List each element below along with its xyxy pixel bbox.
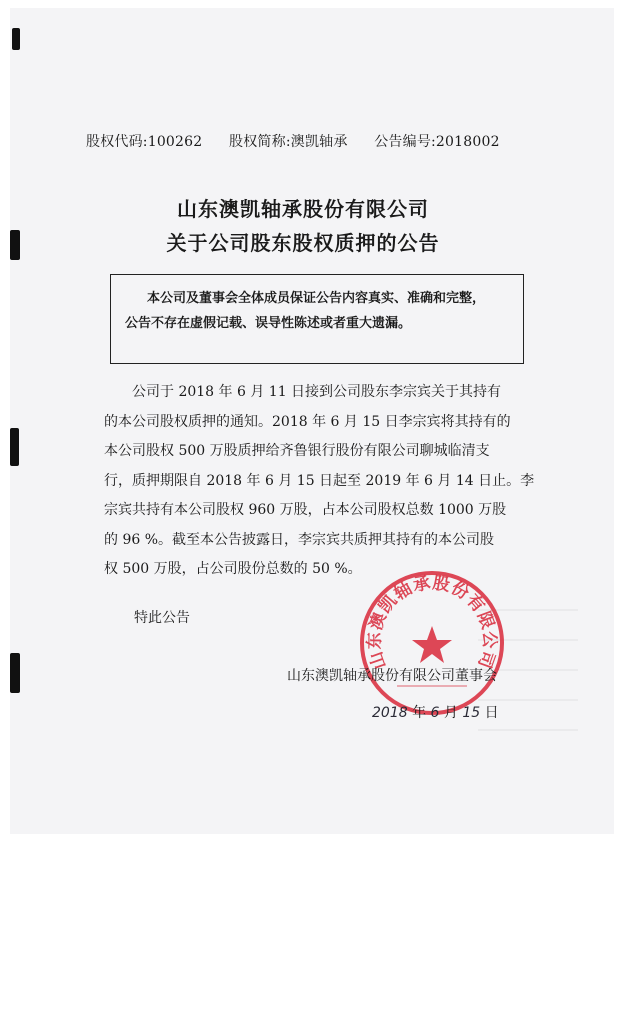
month-char: 月 <box>443 705 458 721</box>
scan-edge-mark <box>10 653 20 693</box>
document-header <box>86 131 500 151</box>
scan-edge-mark <box>12 28 20 50</box>
announcement-title: 关于公司股东股权质押的公告 <box>166 231 440 255</box>
body-line: 公司于 2018 年 6 月 11 日接到公司股东李宗宾关于其持有 <box>104 384 502 400</box>
body-line: 的 96 %。截至本公告披露日，李宗宾共质押其持有的本公司股 <box>104 531 495 548</box>
body-line: 本公司股权 500 万股质押给齐鲁银行股份有限公司聊城临清支 <box>104 443 490 459</box>
announcement-body <box>104 378 534 585</box>
body-line: 的本公司股权质押的通知。2018 年 6 月 15 日李宗宾将其持有的 <box>104 413 511 430</box>
handwritten-month: 6 <box>430 705 440 721</box>
handwritten-year: 2018 <box>372 705 408 721</box>
svg-text:山东澳凯轴承股份有限公司 <box>364 573 499 671</box>
scan-edge-mark <box>10 428 19 466</box>
stock-name: 股权简称:澳凯轴承 <box>229 134 348 150</box>
body-line: 宗宾共持有本公司股权 960 万股，占本公司股权总数 1000 万股 <box>104 502 507 518</box>
handwritten-day: 15 <box>462 705 481 721</box>
closing-remark: 特此公告 <box>134 610 190 626</box>
disclaimer-box <box>110 274 524 364</box>
signature-date <box>372 702 499 722</box>
seal-text: 山东澳凯轴承股份有限公司 <box>364 573 500 672</box>
body-line: 权 500 万股，占公司股份总数的 50 %。 <box>104 561 362 577</box>
announcement-number: 公告编号:2018002 <box>374 134 500 150</box>
body-line: 行，质押期限自 2018 年 6 月 15 日起至 2019 年 6 月 14 日止。李 <box>104 472 535 489</box>
day-char: 日 <box>484 705 499 721</box>
year-char: 年 <box>412 705 427 721</box>
disclaimer-line: 本公司及董事会全体成员保证公告内容真实、准确和完整， <box>147 291 486 306</box>
company-seal-icon <box>357 568 507 718</box>
company-title: 山东澳凯轴承股份有限公司 <box>177 197 429 221</box>
signature-organization: 山东澳凯轴承股份有限公司董事会 <box>287 668 497 684</box>
stock-code: 股权代码:100262 <box>86 134 203 150</box>
disclaimer-line: 公告不存在虚假记载、误导性陈述或者重大遗漏。 <box>125 316 412 331</box>
